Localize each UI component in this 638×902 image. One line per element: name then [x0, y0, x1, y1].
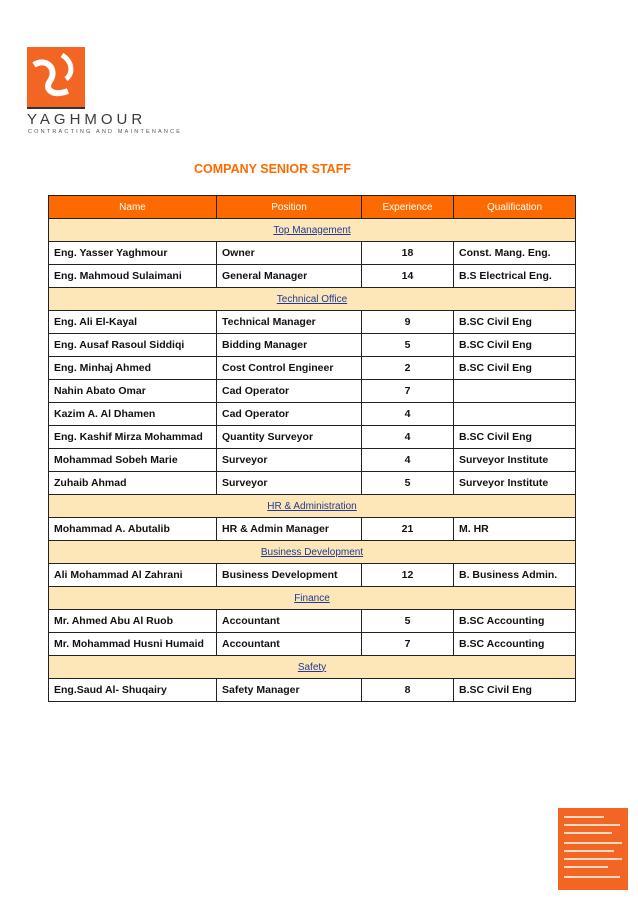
table-header-row: [49, 196, 576, 219]
cell-name: Eng. Mahmoud Sulaimani: [49, 265, 217, 288]
cell-qualification: B.S Electrical Eng.: [454, 265, 576, 288]
cell-qualification: B.SC Accounting: [454, 633, 576, 656]
cell-experience: 21: [362, 518, 454, 541]
cell-experience: 18: [362, 242, 454, 265]
cell-name: Eng.Saud Al- Shuqairy: [49, 679, 217, 702]
cell-qualification: [454, 403, 576, 426]
cell-qualification: B.SC Civil Eng: [454, 426, 576, 449]
cell-experience: 4: [362, 426, 454, 449]
table-row: [49, 426, 576, 449]
cell-position: Accountant: [217, 610, 362, 633]
brand-tagline: CONTRACTING AND MAINTENANCE: [28, 129, 183, 135]
cell-name: Eng. Minhaj Ahmed: [49, 357, 217, 380]
table-row: [49, 633, 576, 656]
cell-experience: 4: [362, 403, 454, 426]
column-header-experience: Experience: [362, 196, 454, 219]
cell-position: HR & Admin Manager: [217, 518, 362, 541]
cell-position: Surveyor: [217, 449, 362, 472]
cell-position: Safety Manager: [217, 679, 362, 702]
column-header-position: Position: [217, 196, 362, 219]
cell-position: Cad Operator: [217, 403, 362, 426]
staff-table: [48, 195, 576, 702]
cell-experience: 5: [362, 610, 454, 633]
section-row: [49, 219, 576, 242]
section-label: Business Development: [49, 541, 576, 564]
cell-position: Cost Control Engineer: [217, 357, 362, 380]
cell-qualification: Const. Mang. Eng.: [454, 242, 576, 265]
cell-experience: 5: [362, 334, 454, 357]
cell-position: Owner: [217, 242, 362, 265]
cell-experience: 8: [362, 679, 454, 702]
section-row: [49, 288, 576, 311]
cell-name: Mohammad A. Abutalib: [49, 518, 217, 541]
cell-qualification: B.SC Civil Eng: [454, 334, 576, 357]
cell-name: Mr. Mohammad Husni Humaid: [49, 633, 217, 656]
cell-experience: 2: [362, 357, 454, 380]
cell-name: Ali Mohammad Al Zahrani: [49, 564, 217, 587]
brand-name: YAGHMOUR: [27, 111, 147, 128]
table-row: [49, 610, 576, 633]
cell-qualification: B.SC Civil Eng: [454, 679, 576, 702]
cell-experience: 5: [362, 472, 454, 495]
cell-name: Eng. Kashif Mirza Mohammad: [49, 426, 217, 449]
table-row: [49, 380, 576, 403]
table-row: [49, 679, 576, 702]
cell-qualification: Surveyor Institute: [454, 449, 576, 472]
cell-position: Bidding Manager: [217, 334, 362, 357]
cell-qualification: B.SC Accounting: [454, 610, 576, 633]
cell-name: Nahin Abato Omar: [49, 380, 217, 403]
table-row: [49, 265, 576, 288]
section-label: Top Management: [49, 219, 576, 242]
section-label: Safety: [49, 656, 576, 679]
cell-qualification: [454, 380, 576, 403]
section-label: Technical Office: [49, 288, 576, 311]
table-row: [49, 311, 576, 334]
cell-name: Eng. Yasser Yaghmour: [49, 242, 217, 265]
cell-experience: 4: [362, 449, 454, 472]
cell-name: Mr. Ahmed Abu Al Ruob: [49, 610, 217, 633]
cell-experience: 7: [362, 633, 454, 656]
page-title: COMPANY SENIOR STAFF: [194, 162, 351, 176]
cell-name: Eng. Ausaf Rasoul Siddiqi: [49, 334, 217, 357]
cell-position: Accountant: [217, 633, 362, 656]
cell-name: Mohammad Sobeh Marie: [49, 449, 217, 472]
section-row: [49, 495, 576, 518]
cell-position: Business Development: [217, 564, 362, 587]
table-row: [49, 518, 576, 541]
cell-qualification: Surveyor Institute: [454, 472, 576, 495]
table-row: [49, 472, 576, 495]
cell-position: Quantity Surveyor: [217, 426, 362, 449]
cell-name: Eng. Ali El-Kayal: [49, 311, 217, 334]
table-row: [49, 449, 576, 472]
cell-name: Zuhaib Ahmad: [49, 472, 217, 495]
table-row: [49, 403, 576, 426]
cell-position: Surveyor: [217, 472, 362, 495]
cell-qualification: B. Business Admin.: [454, 564, 576, 587]
section-row: [49, 587, 576, 610]
column-header-name: Name: [49, 196, 217, 219]
cell-experience: 14: [362, 265, 454, 288]
table-row: [49, 242, 576, 265]
cell-qualification: M. HR: [454, 518, 576, 541]
cell-qualification: B.SC Civil Eng: [454, 311, 576, 334]
cell-experience: 12: [362, 564, 454, 587]
table-row: [49, 564, 576, 587]
cell-experience: 7: [362, 380, 454, 403]
cell-name: Kazim A. Al Dhamen: [49, 403, 217, 426]
section-label: HR & Administration: [49, 495, 576, 518]
section-row: [49, 541, 576, 564]
section-row: [49, 656, 576, 679]
cell-position: Technical Manager: [217, 311, 362, 334]
column-header-qualification: Qualification: [454, 196, 576, 219]
cell-experience: 9: [362, 311, 454, 334]
cell-position: Cad Operator: [217, 380, 362, 403]
table-row: [49, 334, 576, 357]
cell-position: General Manager: [217, 265, 362, 288]
company-stamp: [558, 808, 628, 890]
section-label: Finance: [49, 587, 576, 610]
cell-qualification: B.SC Civil Eng: [454, 357, 576, 380]
table-row: [49, 357, 576, 380]
staff-table-body: [49, 219, 576, 702]
